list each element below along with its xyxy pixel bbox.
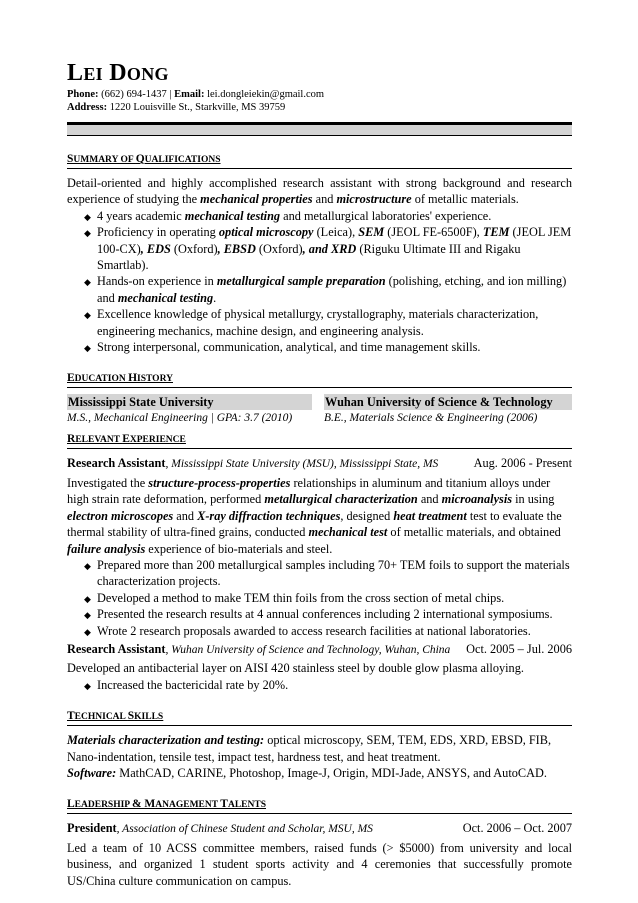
- diamond-bullet-icon: ◆: [84, 343, 91, 354]
- diamond-bullet-icon: ◆: [84, 593, 91, 604]
- job-org: , Mississippi State University (MSU), Mississippi State, MS: [165, 458, 439, 471]
- email-value: lei.dongleiekin@gmail.com: [207, 89, 325, 100]
- skills-characterization: Materials characterization and testing: optical microscopy, SEM, TEM, EDS, XRD, EBSD, FIB, Nano-indentation, tensile test, impact test, hardness test, and heat treatment.: [67, 733, 552, 764]
- list-item: ◆ Wrote 2 research proposals awarded to access research facilities at national laboratories.: [67, 623, 572, 639]
- job-org: , Wuhan University of Science and Technology, Wuhan, China: [165, 643, 451, 656]
- candidate-name: LEI DONG: [67, 60, 169, 86]
- role-date: Oct. 2006 – Oct. 2007: [462, 821, 572, 836]
- job-achievements: [67, 677, 572, 693]
- summary-list: [67, 208, 572, 356]
- list-item: ◆ 4 years academic mechanical testing and metallurgical laboratories' experience.: [67, 208, 572, 224]
- role-header: [67, 820, 572, 837]
- summary-intro: Detail-oriented and highly accomplished research assistant with strong background and research experience of studying the mechanical properties and microstructure of metallic materials.: [67, 176, 572, 207]
- job-description: Developed an antibacterial layer on AISI 420 stainless steel by double glow plasma alloying.: [67, 661, 524, 676]
- list-item: ◆ Strong interpersonal, communication, analytical, and time management skills.: [67, 339, 572, 355]
- job-header: [67, 455, 572, 472]
- job-description: Investigated the structure-process-properties relationships in aluminum and titanium alloys under high strain rate deformation, performed metallurgical characterization and microanalysis in using electron microscopes and X-ray diffraction techniques, designed heat treatment test to evaluate the thermal stability of ultra-fined grains, conducted mechanical test of metallic materials, and obtained failure analysis experience of bio-materials and steel.: [67, 475, 562, 556]
- degree-info: M.S., Mechanical Engineering | GPA: 3.7 (2010): [67, 412, 293, 425]
- section-heading-leadership: LEADERSHIP & MANAGEMENT TALENTS: [67, 797, 572, 814]
- list-item: ◆ Developed a method to make TEM thin foils from the cross section of metal chips.: [67, 590, 572, 606]
- list-item: ◆ Increased the bactericidal rate by 20%.: [67, 677, 572, 693]
- job-title: Research Assistant: [67, 456, 166, 471]
- list-item: ◆ Hands-on experience in metallurgical sample preparation (polishing, etching, and ion milling) and mechanical testing.: [84, 274, 567, 305]
- diamond-bullet-icon: ◆: [84, 626, 91, 637]
- job-date: Aug. 2006 - Present: [473, 456, 572, 471]
- phone-value: (662) 694-1437: [101, 89, 167, 100]
- contact-line: Phone: (662) 694-1437 | Email: lei.dongleiekin@gmail.com: [67, 89, 325, 100]
- section-heading-experience: RELEVANT EXPERIENCE: [67, 432, 572, 449]
- header-divider-bar: [67, 125, 572, 136]
- skills-software: Software: MathCAD, CARINE, Photoshop, Image-J, Origin, MDI-Jade, ANSYS, and AutoCAD.: [67, 765, 547, 780]
- role-title: President: [67, 821, 117, 836]
- education-entry: [67, 394, 312, 426]
- school-name: Wuhan University of Science & Technology: [324, 394, 572, 410]
- list-item: ◆ Prepared more than 200 metallurgical samples including 70+ TEM foils to support the materials characterization projects.: [84, 557, 570, 589]
- job-date: Oct. 2005 – Jul. 2006: [466, 641, 572, 656]
- address-line: Address: 1220 Louisville St., Starkville, MS 39759: [67, 102, 286, 113]
- address-value: 1220 Louisville St., Starkville, MS 39759: [109, 102, 286, 113]
- list-item: ◆ Presented the research results at 4 annual conferences including 2 international symposiums.: [67, 606, 572, 622]
- job-achievements: [67, 557, 572, 639]
- degree-info: B.E., Materials Science & Engineering (2006): [324, 412, 538, 425]
- education-entry: [324, 394, 572, 426]
- diamond-bullet-icon: ◆: [84, 610, 91, 621]
- diamond-bullet-icon: ◆: [84, 211, 91, 222]
- school-name: Mississippi State University: [67, 394, 312, 410]
- diamond-bullet-icon: ◆: [84, 560, 91, 571]
- job-header: [67, 641, 572, 658]
- list-item: ◆ Proficiency in operating optical microscopy (Leica), SEM (JEOL FE-6500F), TEM (JEOL JEM 100-CX), EDS (Oxford), EBSD (Oxford), and XRD (Riguku Ultimate III and Rigaku Smartlab).: [84, 225, 572, 273]
- diamond-bullet-icon: ◆: [84, 680, 91, 691]
- job-title: Research Assistant: [67, 641, 166, 656]
- diamond-bullet-icon: ◆: [84, 228, 91, 239]
- resume-page: [67, 58, 572, 889]
- role-description: Led a team of 10 ACSS committee members, raised funds (> $5000) from university and local business, and organized 1 student sports activity and 4 ceremonies that successfully promote US/China culture communication on campus.: [67, 840, 572, 888]
- section-heading-education: EDUCATION HISTORY: [67, 371, 572, 388]
- diamond-bullet-icon: ◆: [84, 310, 91, 321]
- diamond-bullet-icon: ◆: [84, 277, 91, 288]
- section-heading-summary: SUMMARY OF QUALIFICATIONS: [67, 152, 572, 169]
- role-org: , Association of Chinese Student and Scholar, MSU, MS: [116, 823, 373, 836]
- list-item: ◆ Excellence knowledge of physical metallurgy, crystallography, materials characterization, engineering mechanics, machine design, and engineering analysis.: [84, 307, 539, 338]
- section-heading-skills: TECHNICAL SKILLS: [67, 709, 572, 726]
- education-table: [67, 394, 572, 426]
